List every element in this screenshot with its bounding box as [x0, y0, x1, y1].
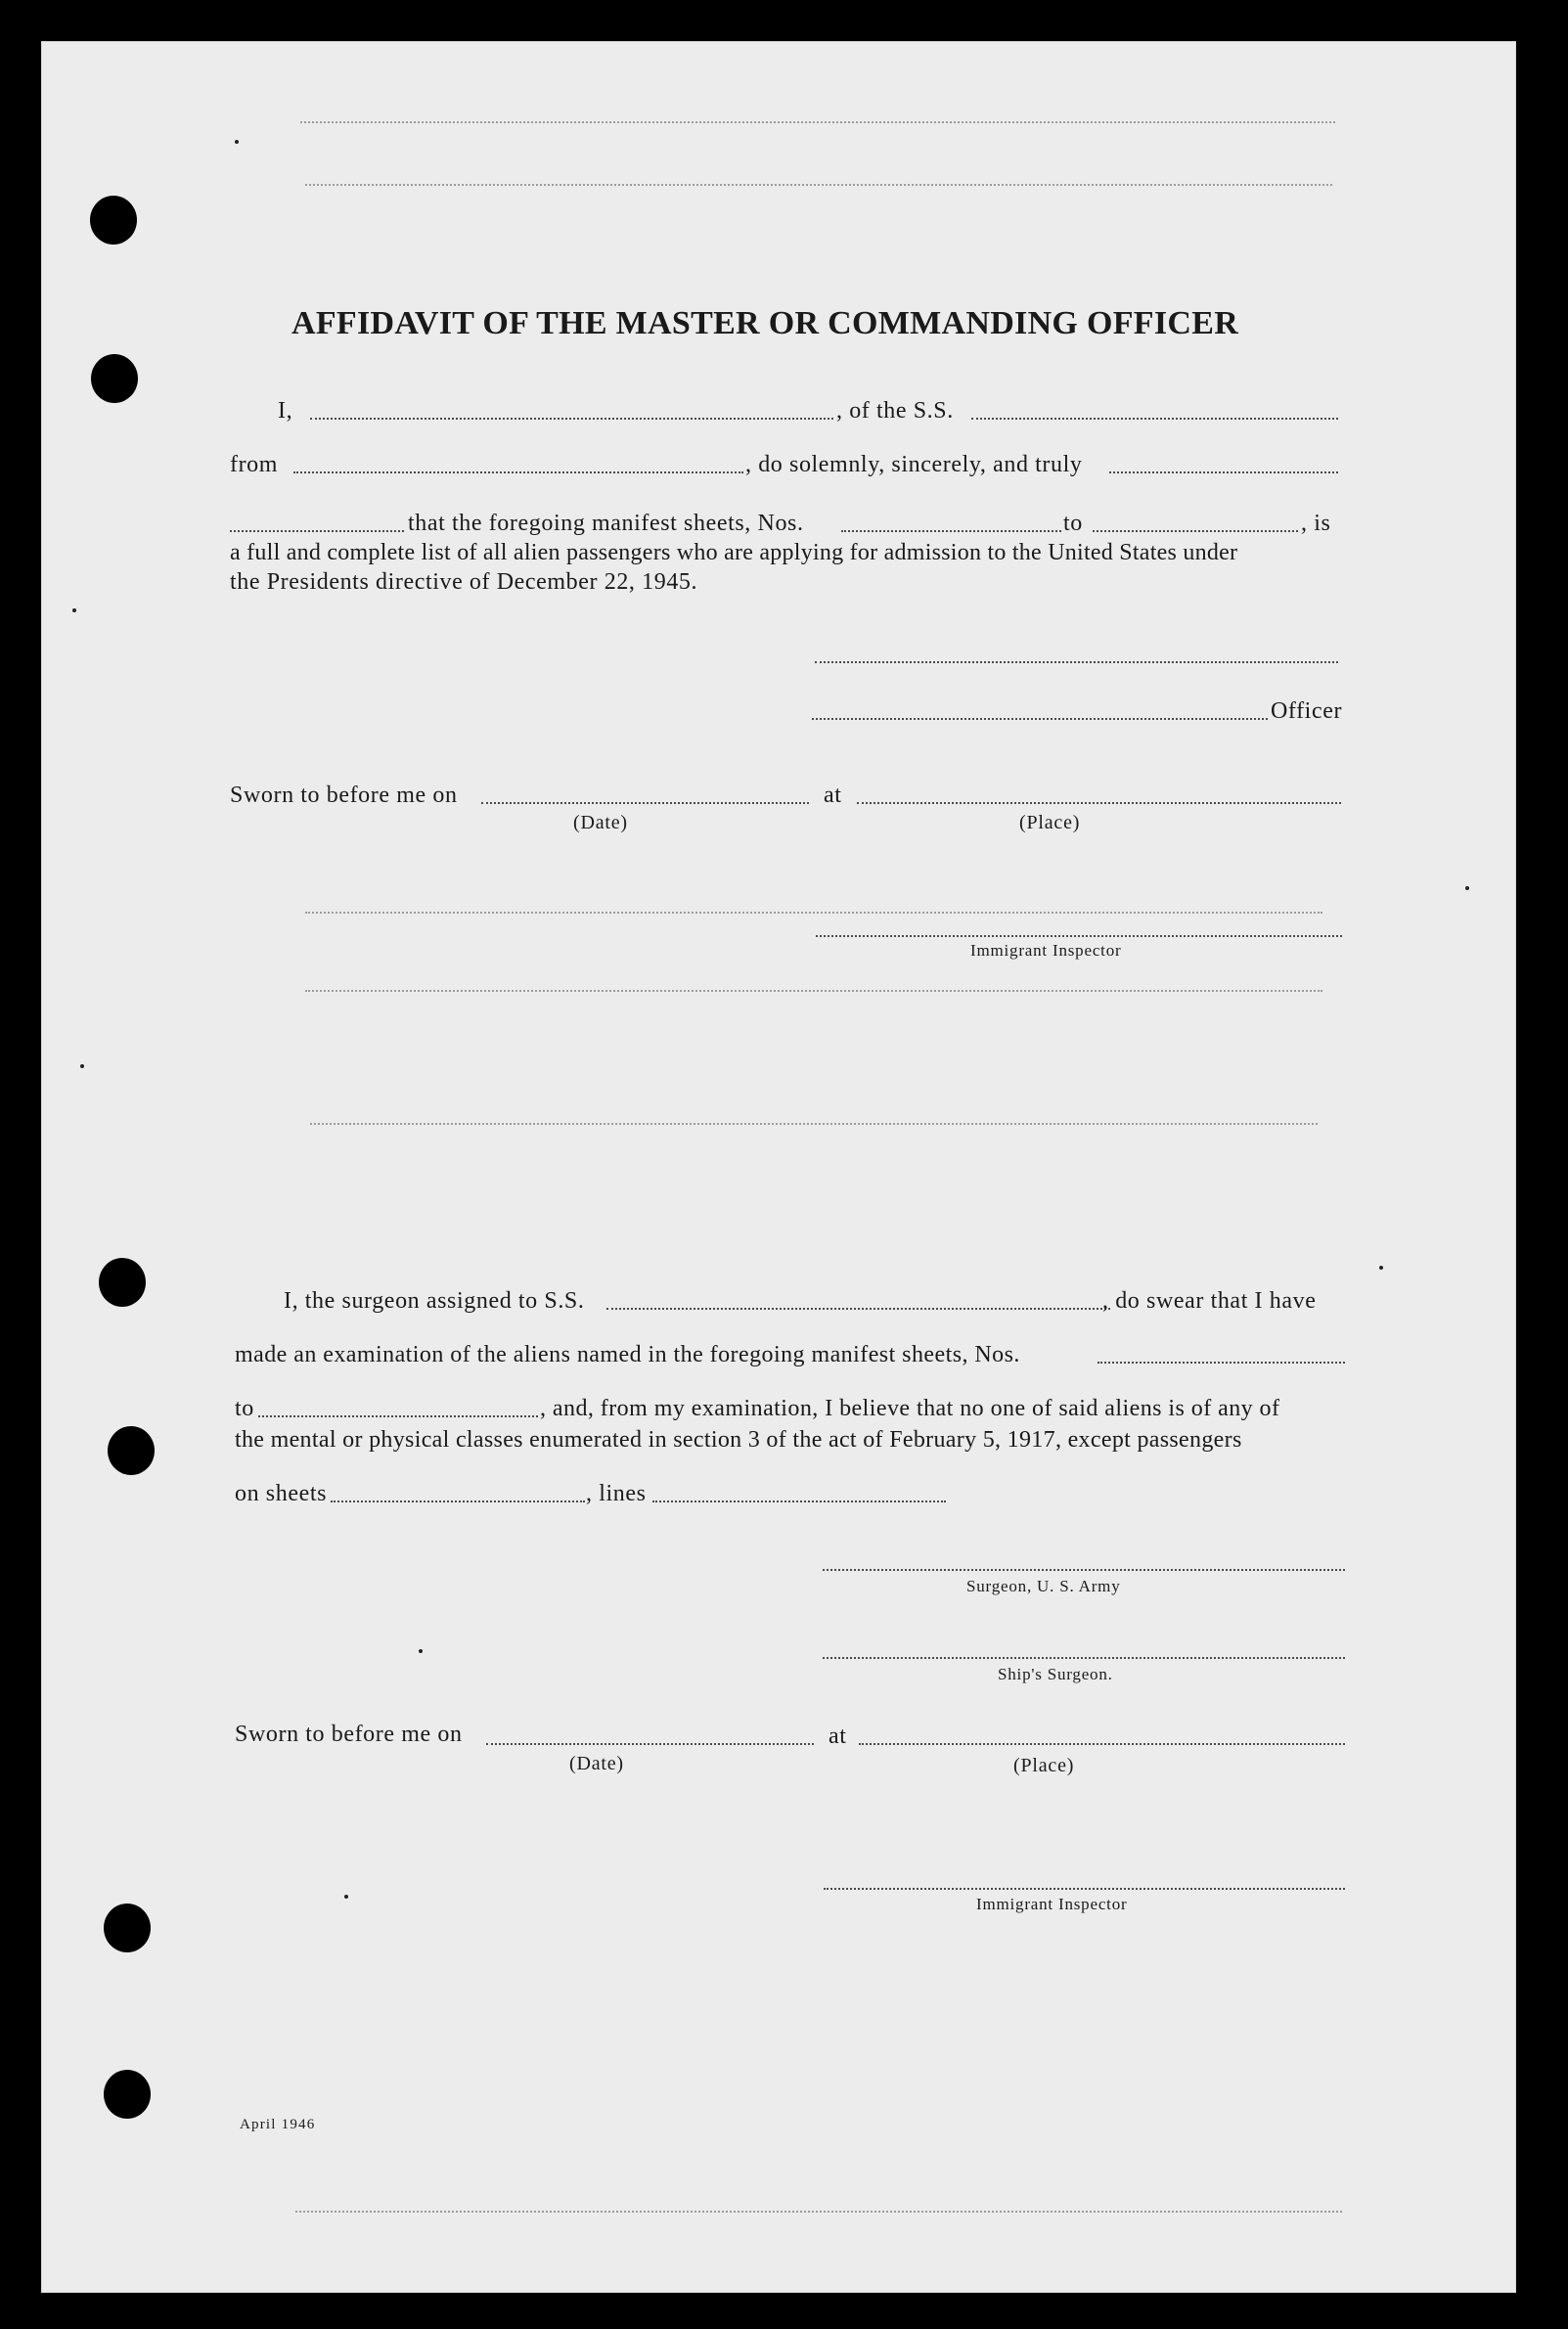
paper-speck [1465, 886, 1469, 890]
bleed-through-rule [310, 1123, 1318, 1125]
inspector-1-caption: Immigrant Inspector [970, 941, 1122, 960]
that-foregoing-label: that the foregoing manifest sheets, Nos. [408, 511, 804, 536]
surgeon-ship-field[interactable] [606, 1308, 1110, 1310]
paper-speck [235, 140, 239, 144]
punch-hole [108, 1426, 155, 1475]
inspector-1-signature-line[interactable] [816, 935, 1342, 937]
sworn-2-at-label: at [829, 1724, 847, 1749]
from-port-field[interactable] [293, 471, 743, 473]
sworn-1-place-caption: (Place) [1019, 812, 1081, 833]
officer-label: Officer [1271, 698, 1343, 724]
sworn-2-date-caption: (Date) [569, 1753, 624, 1774]
sworn-1-date-caption: (Date) [573, 812, 628, 833]
bleed-through-rule [305, 184, 1332, 186]
footer-date: April 1946 [240, 2117, 316, 2132]
paper-speck [1379, 1266, 1383, 1270]
sworn-1-label: Sworn to before me on [230, 783, 458, 808]
master-name-field[interactable] [310, 418, 833, 420]
do-swear-label: , do swear that I have [1102, 1288, 1317, 1314]
sworn-1-at-label: at [824, 783, 842, 808]
form-title: AFFIDAVIT OF THE MASTER OR COMMANDING OFFICER [291, 305, 1239, 341]
punch-hole [91, 354, 138, 403]
to-label: to [1063, 511, 1083, 536]
form-page [41, 41, 1516, 2293]
sheet-to-field[interactable] [1093, 530, 1298, 532]
master-line-3: the Presidents directive of December 22, 1945. [230, 569, 698, 595]
sworn-2-date-field[interactable] [486, 1743, 814, 1745]
lines-field[interactable] [652, 1500, 946, 1502]
lines-label: , lines [586, 1481, 647, 1506]
sworn-2-place-field[interactable] [859, 1743, 1345, 1745]
surgeon-line-2: made an examination of the aliens named in the foregoing manifest sheets, Nos. [235, 1342, 1020, 1367]
bleed-through-rule [305, 912, 1322, 914]
ship-surgeon-signature-line[interactable] [823, 1657, 1345, 1659]
master-line-2: a full and complete list of all alien passengers who are applying for admission to the United States under [230, 540, 1238, 565]
sheet-from-field[interactable] [841, 530, 1061, 532]
surgeon-sheet-from-field[interactable] [1098, 1362, 1345, 1364]
ship-surgeon-caption: Ship's Surgeon. [998, 1665, 1113, 1683]
army-surgeon-signature-line[interactable] [823, 1569, 1345, 1571]
on-sheets-label: on sheets [235, 1481, 328, 1506]
and-from-label: , and, from my examination, I believe that no one of said aliens is of any of [540, 1396, 1280, 1421]
sworn-1-place-field[interactable] [857, 802, 1341, 804]
paper-speck [344, 1895, 348, 1899]
sworn-2-label: Sworn to before me on [235, 1722, 463, 1747]
surgeon-sheet-to-field[interactable] [258, 1415, 538, 1417]
sworn-2-place-caption: (Place) [1013, 1755, 1075, 1776]
from-label: from [230, 452, 279, 477]
punch-hole [99, 1258, 146, 1307]
inspector-2-caption: Immigrant Inspector [976, 1895, 1128, 1913]
army-surgeon-caption: Surgeon, U. S. Army [966, 1577, 1121, 1595]
surgeon-intro-label: I, the surgeon assigned to S.S. [284, 1288, 585, 1314]
punch-hole [104, 1904, 151, 1952]
inspector-2-signature-line[interactable] [824, 1888, 1345, 1890]
paper-speck [72, 608, 76, 612]
i-label: I, [278, 398, 293, 424]
punch-hole [104, 2070, 151, 2119]
sworn-1-date-field[interactable] [481, 802, 809, 804]
declaration-field[interactable] [230, 530, 404, 532]
on-sheets-field[interactable] [331, 1500, 585, 1502]
bleed-through-rule [300, 121, 1335, 123]
officer-signature-line-1[interactable] [815, 661, 1338, 663]
ship-name-field[interactable] [971, 418, 1338, 420]
bleed-through-rule [295, 2211, 1342, 2213]
surgeon-line-4: the mental or physical classes enumerated in section 3 of the act of February 5, 1917, except passengers [235, 1427, 1242, 1453]
surgeon-to-label: to [235, 1396, 254, 1421]
is-label: , is [1301, 511, 1331, 536]
of-the-ss-label: , of the S.S. [836, 398, 954, 424]
paper-speck [419, 1649, 423, 1653]
punch-hole [90, 196, 137, 245]
do-solemnly-label: , do solemnly, sincerely, and truly [745, 452, 1083, 477]
paper-speck [80, 1064, 84, 1068]
officer-signature-line-2[interactable] [812, 718, 1268, 720]
swear-affirm-field[interactable] [1109, 471, 1338, 473]
bleed-through-rule [305, 990, 1322, 992]
